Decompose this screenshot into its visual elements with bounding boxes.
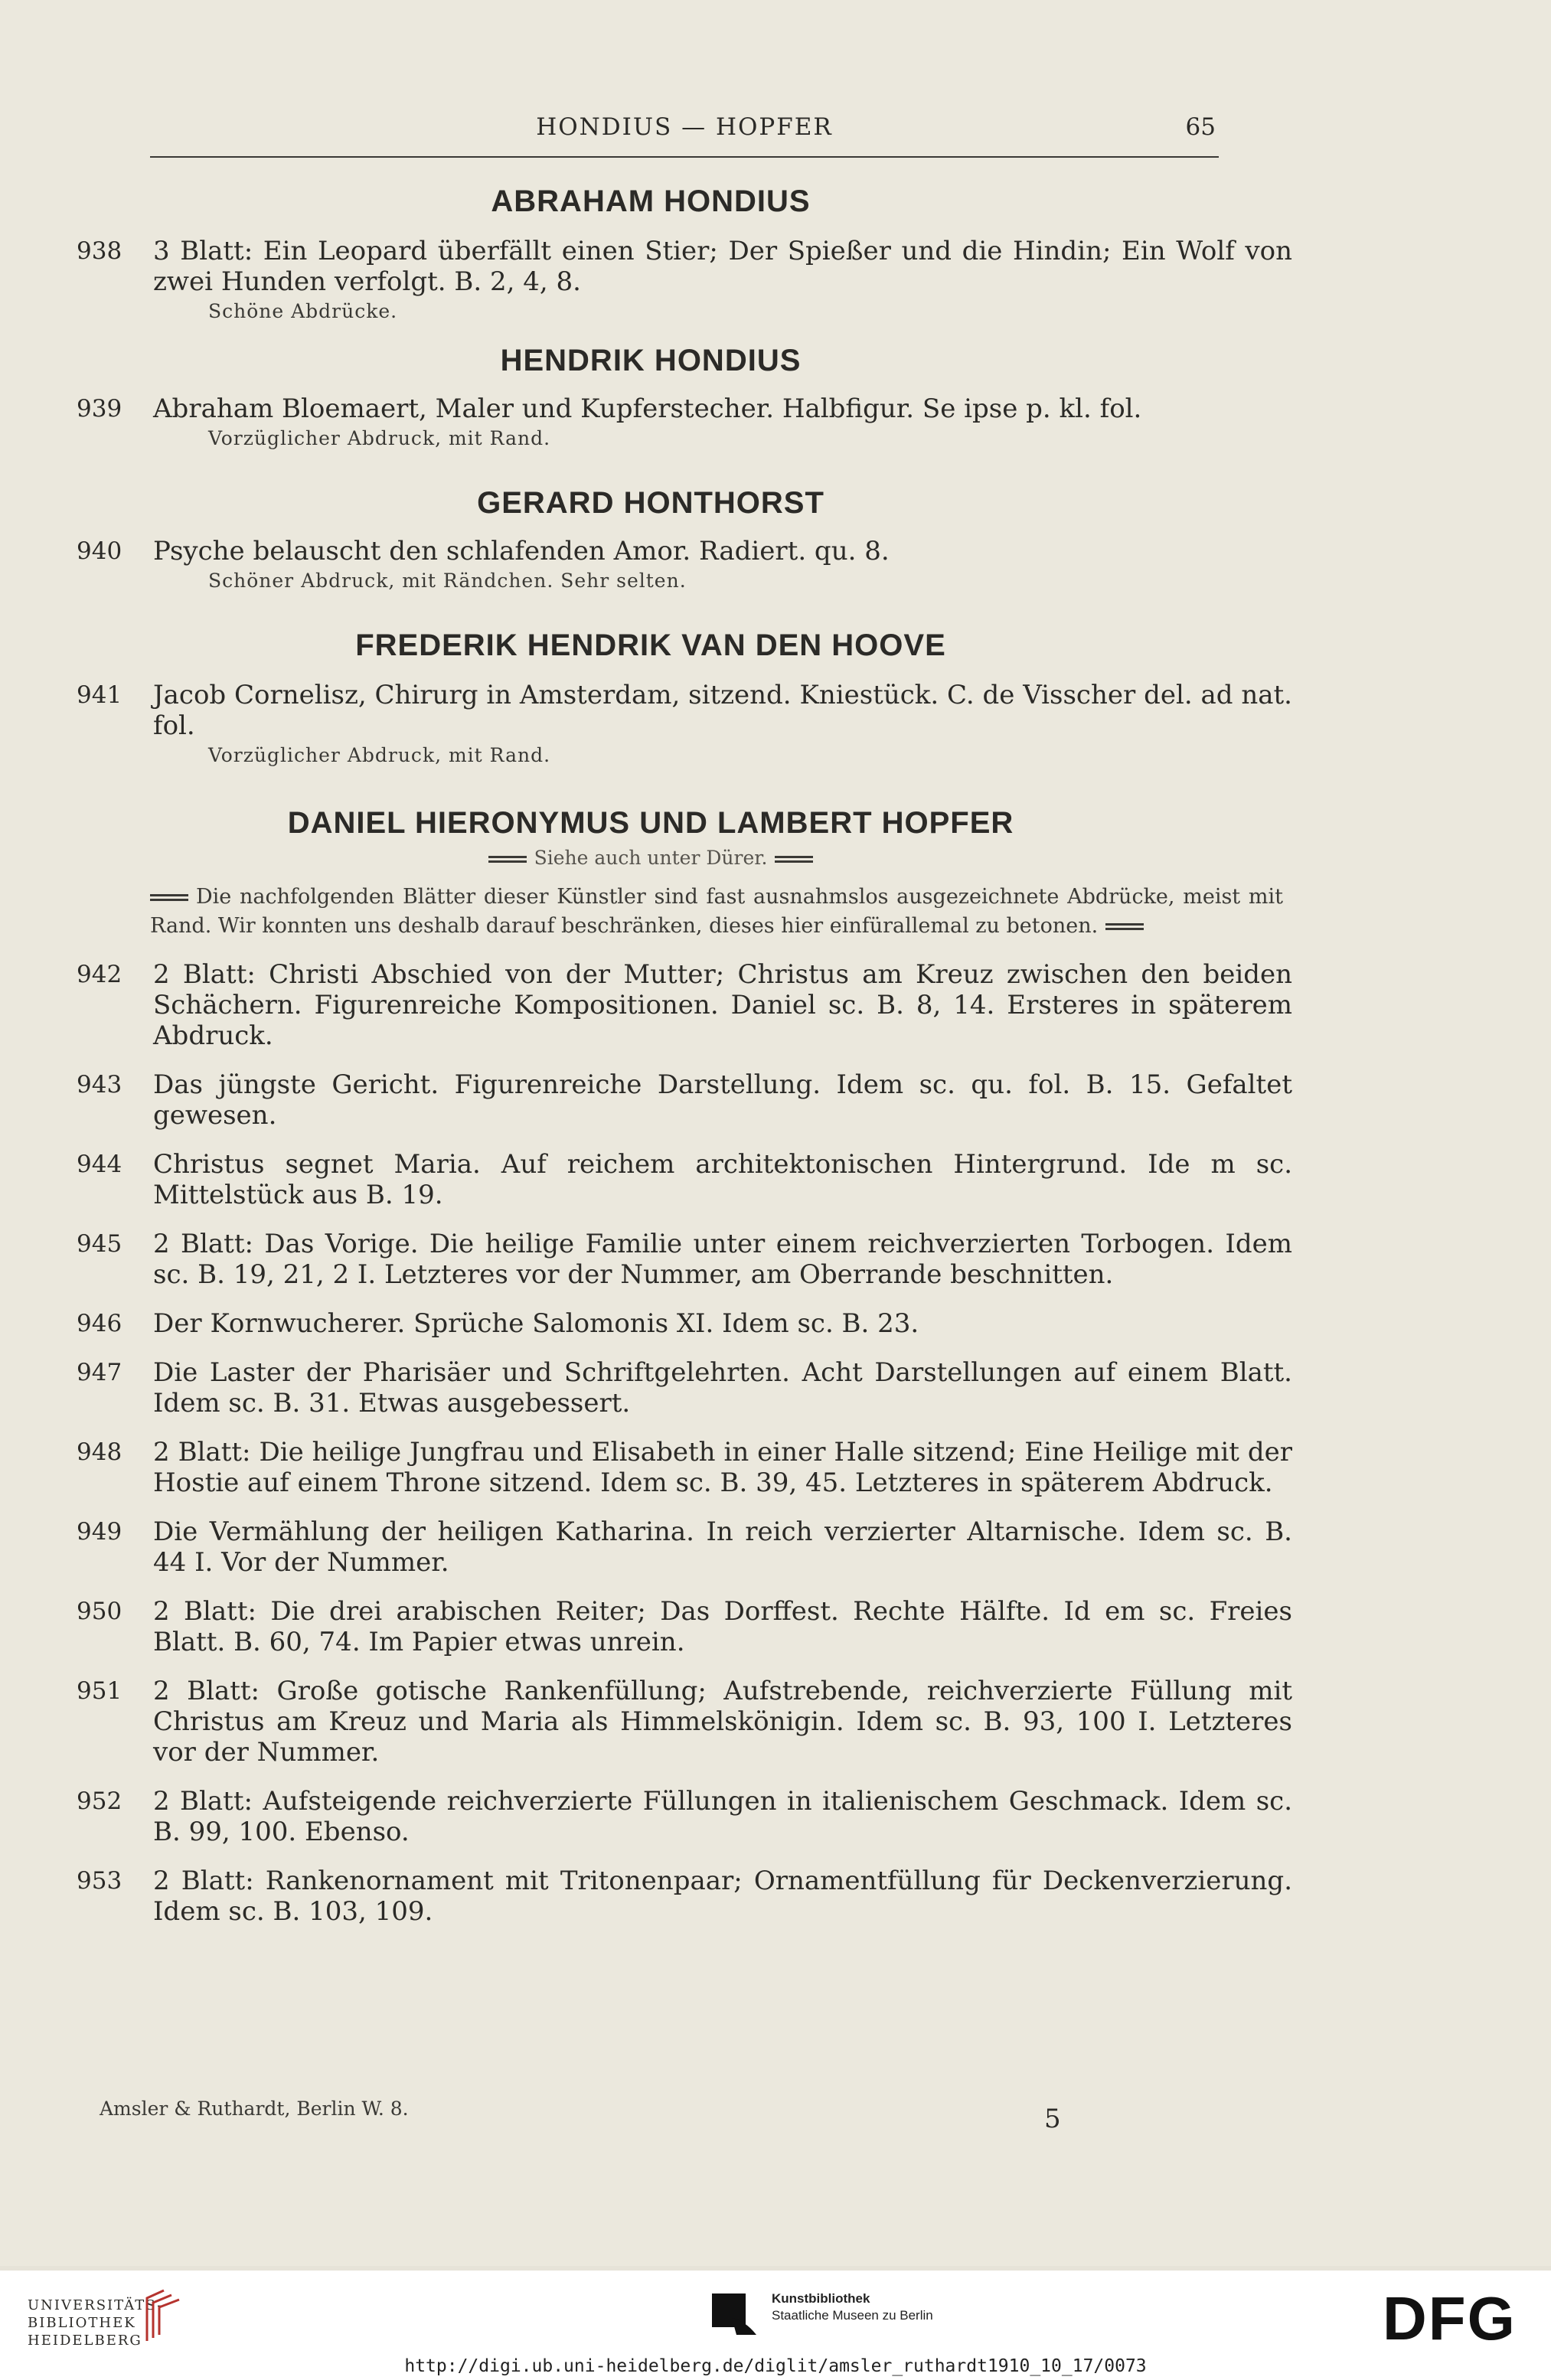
double-rule-ornament	[775, 856, 813, 863]
entry-text: Abraham Bloemaert, Maler und Kupferstecher. Halbfigur. Se ipse p. kl. fol.	[153, 393, 1142, 424]
university-line: BIBLIOTHEK	[28, 2315, 136, 2331]
entry-number: 948	[77, 1438, 122, 1466]
catalog-entry	[77, 536, 1225, 566]
catalog-entry	[77, 1596, 1292, 1657]
entry-text: 2 Blatt: Große gotische Rankenfüllung; Aufstrebende, reichverzierte Füllung mit Christus am Kreuz und Maria als Himmelskönigin. Idem sc. B. 93, 100 I. Letzteres vor der Nummer.	[153, 1676, 1292, 1768]
entry-number: 953	[77, 1867, 122, 1895]
running-title: HONDIUS — HOPFER	[536, 113, 833, 141]
catalog-entry	[77, 1069, 1292, 1131]
catalog-entry	[77, 236, 1292, 297]
entry-text: 2 Blatt: Christi Abschied von der Mutter; Christus am Kreuz zwischen den beiden Schächern. Figurenreiche Kompositionen. Daniel sc. B. 8, 14. Ersteres in späterem Abdruck.	[153, 959, 1292, 1051]
entry-number: 942	[77, 961, 122, 988]
entry-text: Das jüngste Gericht. Figurenreiche Darstellung. Idem sc. qu. fol. B. 15. Gefaltet gewesen.	[153, 1069, 1292, 1131]
running-head	[150, 113, 1219, 158]
university-line: UNIVERSITÄTS-	[28, 2297, 164, 2313]
entry-number: 951	[77, 1677, 122, 1705]
university-line: HEIDELBERG	[28, 2333, 142, 2349]
entry-number: 940	[77, 537, 122, 565]
entry-number: 945	[77, 1230, 122, 1258]
catalog-entry	[77, 1149, 1292, 1210]
entry-text: 2 Blatt: Das Vorige. Die heilige Familie unter einem reichverzierten Torbogen. Idem sc. B. 19, 21, 2 I. Letzteres vor der Nummer, am Oberrande beschnitten.	[153, 1229, 1292, 1290]
archive-bar	[0, 2271, 1551, 2380]
catalog-entry	[77, 1308, 1225, 1339]
entry-number: 952	[77, 1787, 122, 1815]
catalog-entry	[77, 1786, 1292, 1847]
entry-text: Der Kornwucherer. Sprüche Salomonis XI. Idem sc. B. 23.	[153, 1308, 919, 1339]
hopfer-entries	[77, 959, 1292, 1927]
entry-number: 941	[77, 681, 122, 709]
see-also-note	[77, 847, 1225, 869]
catalog-content	[77, 182, 1292, 1927]
publisher-imprint: Amsler & Ruthardt, Berlin W. 8.	[100, 2098, 409, 2120]
section-heading: ABRAHAM HONDIUS	[491, 184, 811, 218]
entry-number: 947	[77, 1359, 122, 1386]
entry-note: Vorzüglicher Abdruck, mit Rand.	[208, 744, 551, 766]
entry-text: Psyche belauscht den schlafenden Amor. Radiert. qu. 8.	[153, 536, 890, 566]
entry-number: 943	[77, 1071, 122, 1099]
catalog-entry	[77, 1357, 1292, 1419]
intro-text: Die nachfolgenden Blätter dieser Künstler sind fast ausnahmslos ausgezeichnete Abdrücke, meist mit Rand. Wir konnten uns deshalb darauf beschränken, dieses hier einfürallemal zu betonen.	[150, 885, 1283, 938]
entry-text: 2 Blatt: Rankenornament mit Tritonenpaar; Ornamentfüllung für Deckenverzierung. Idem sc. B. 103, 109.	[153, 1866, 1292, 1927]
kunstbibliothek-label[interactable]	[772, 2290, 933, 2324]
entry-number: 939	[77, 395, 122, 423]
catalog-entry	[77, 680, 1292, 741]
museum-name: Staatliche Museen zu Berlin	[772, 2308, 933, 2323]
entry-note: Vorzüglicher Abdruck, mit Rand.	[208, 427, 551, 449]
permalink-url[interactable]: http://digi.ub.uni-heidelberg.de/diglit/amsler_ruthardt1910_10_17/0073	[404, 2356, 1147, 2376]
entry-number: 949	[77, 1518, 122, 1546]
double-rule-ornament	[1105, 923, 1144, 930]
kunstbibliothek-logo-icon	[709, 2290, 762, 2339]
catalog-entry	[77, 959, 1292, 1051]
page-number: 65	[1185, 113, 1216, 141]
entry-text: Die Laster der Pharisäer und Schriftgelehrten. Acht Darstellungen auf einem Blatt. Idem sc. B. 31. Etwas ausgebessert.	[153, 1357, 1292, 1419]
section-heading: HENDRIK HONDIUS	[500, 344, 802, 377]
catalog-entry	[77, 1437, 1292, 1498]
entry-note: Schöne Abdrücke.	[208, 300, 398, 322]
entry-number: 950	[77, 1598, 122, 1625]
catalog-entry	[77, 1516, 1292, 1578]
catalog-entry	[77, 1229, 1292, 1290]
university-emblem-icon	[141, 2287, 187, 2344]
entry-text: 2 Blatt: Aufsteigende reichverzierte Füllungen in italienischem Geschmack. Idem sc. B. 99, 100. Ebenso.	[153, 1786, 1292, 1847]
entry-text: Jacob Cornelisz, Chirurg in Amsterdam, sitzend. Kniestück. C. de Visscher del. ad nat. fol.	[153, 680, 1292, 741]
entry-text: 2 Blatt: Die drei arabischen Reiter; Das Dorffest. Rechte Hälfte. Id em sc. Freies Blatt. B. 60, 74. Im Papier etwas unrein.	[153, 1596, 1292, 1657]
double-rule-ornament	[488, 856, 527, 863]
section-heading: DANIEL HIERONYMUS UND LAMBERT HOPFER	[287, 806, 1014, 840]
section-heading: FREDERIK HENDRIK VAN DEN HOOVE	[355, 628, 946, 662]
entry-number: 944	[77, 1151, 122, 1178]
catalog-entry	[77, 393, 1225, 424]
entry-number: 938	[77, 237, 122, 265]
section-heading: GERARD HONTHORST	[477, 486, 824, 520]
catalog-entry	[77, 1676, 1292, 1768]
dfg-logo[interactable]: DFG	[1383, 2284, 1517, 2352]
entry-text: 2 Blatt: Die heilige Jungfrau und Elisabeth in einer Halle sitzend; Eine Heilige mit der Hostie auf einem Throne sitzend. Idem sc. B. 39, 45. Letzteres in späterem Abdruck.	[153, 1437, 1292, 1498]
entry-text: Die Vermählung der heiligen Katharina. In reich verzierter Altarnische. Idem sc. B. 44 I. Vor der Nummer.	[153, 1516, 1292, 1578]
entry-text: Christus segnet Maria. Auf reichem architektonischen Hintergrund. Ide m sc. Mittelstück aus B. 19.	[153, 1149, 1292, 1210]
double-rule-ornament	[150, 894, 188, 901]
see-also-text: Siehe auch unter Dürer.	[534, 847, 768, 869]
signature-mark: 5	[1044, 2104, 1061, 2134]
kunstbibliothek-title: Kunstbibliothek	[772, 2291, 870, 2306]
catalog-entry	[77, 1866, 1292, 1927]
entry-note: Schöner Abdruck, mit Rändchen. Sehr selten.	[208, 570, 687, 592]
section-intro	[150, 883, 1283, 941]
entry-number: 946	[77, 1310, 122, 1337]
entry-text: 3 Blatt: Ein Leopard überfällt einen Stier; Der Spießer und die Hindin; Ein Wolf von zwei Hunden verfolgt. B. 2, 4, 8.	[153, 236, 1292, 297]
